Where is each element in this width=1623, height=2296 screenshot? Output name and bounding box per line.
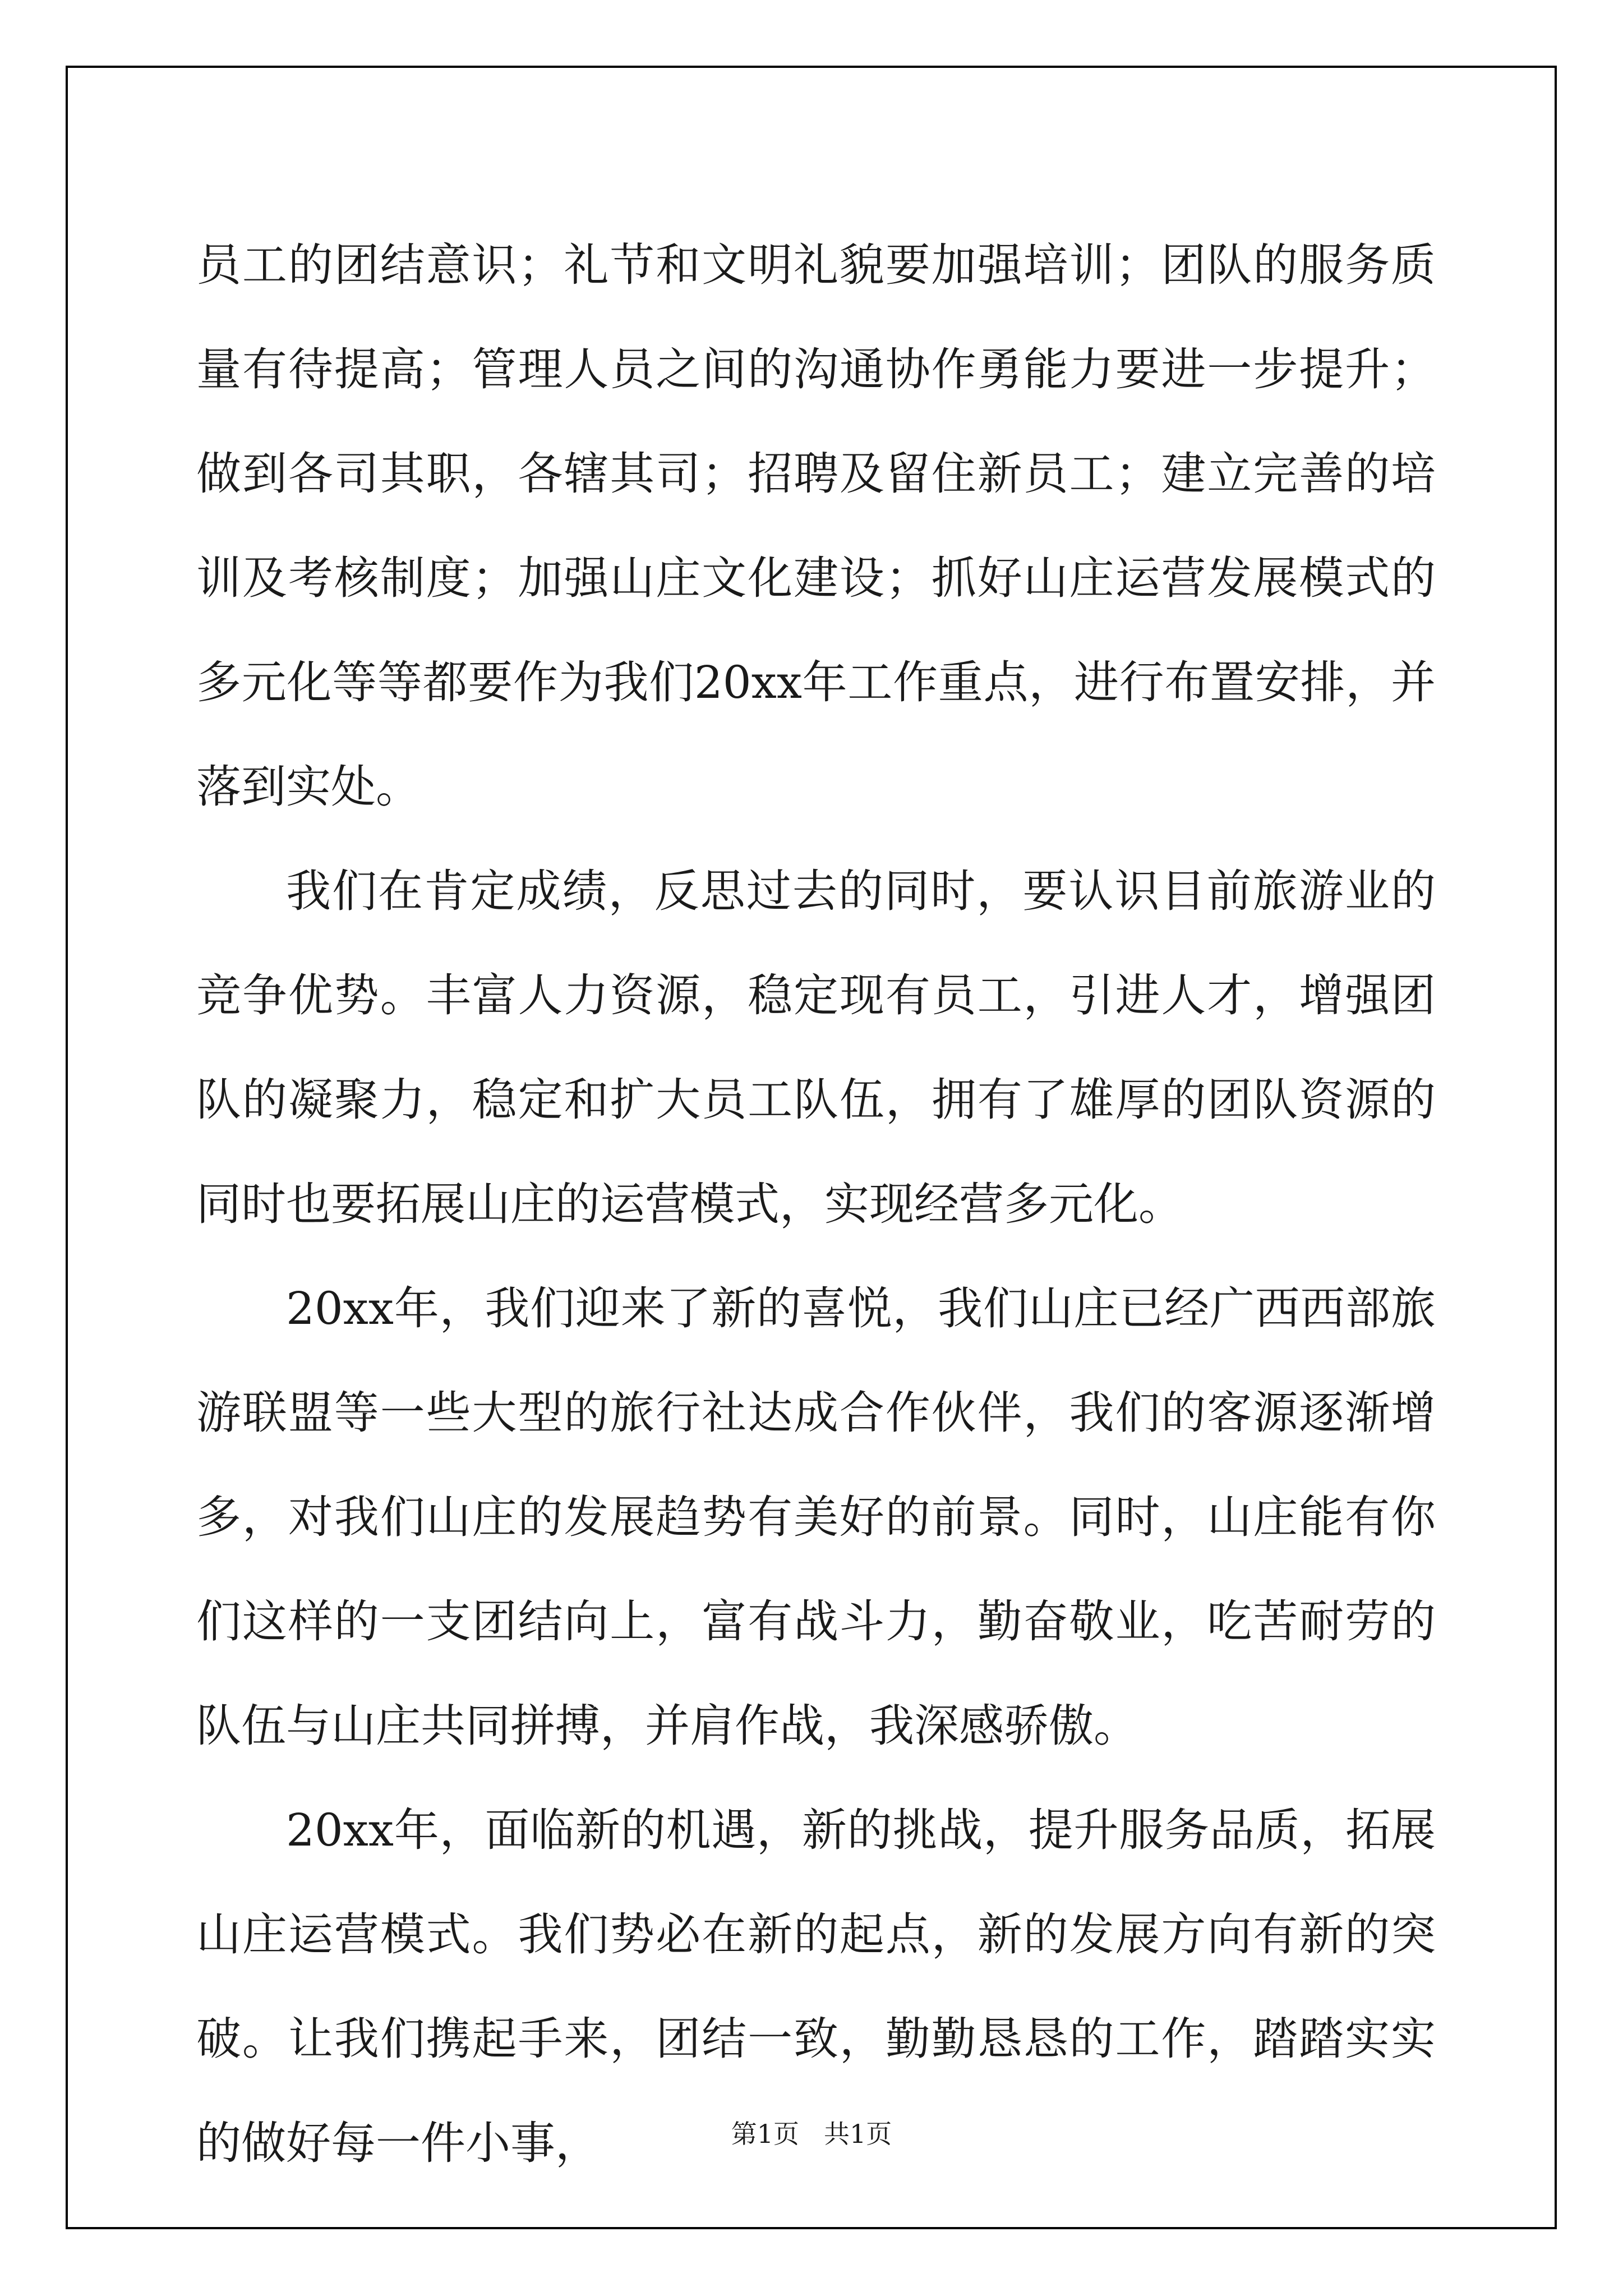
paragraph-4: 20xx年，面临新的机遇，新的挑战，提升服务品质，拓展山庄运营模式。我们势必在新的起点，新的发展方向有新的突破。让我们携起手来，团结一致，勤勤恳恳的工作，踏踏实实的做好每一件小事， [196,1804,1436,2169]
page-footer [0,2114,1623,2151]
paragraph-2: 我们在肯定成绩，反思过去的同时，要认识目前旅游业的竞争优势。丰富人力资源，稳定现有员工，引进人才，增强团队的凝聚力，稳定和扩大员工队伍，拥有了雄厚的团队资源的同时也要拓展山庄的运营模式，实现经营多元化。 [196,865,1436,1230]
paragraph-1: 员工的团结意识；礼节和文明礼貌要加强培训；团队的服务质量有待提高；管理人员之间的沟通协作勇能力要进一步提升；做到各司其职，各辖其司；招聘及留住新员工；建立完善的培训及考核制度；加强山庄文化建设；抓好山庄运营发展模式的多元化等等都要作为我们20xx年工作重点，进行布置安排，并落到实处。 [196,239,1436,813]
page-number-total: 共1页 [823,2119,892,2149]
page-number-current: 第1页 [731,2119,800,2149]
paragraph-3: 20xx年，我们迎来了新的喜悦，我们山庄已经广西西部旅游联盟等一些大型的旅行社达成合作伙伴，我们的客源逐渐增多，对我们山庄的发展趋势有美好的前景。同时，山庄能有你们这样的一支团结向上，富有战斗力，勤奋敬业，吃苦耐劳的队伍与山庄共同拼搏，并肩作战，我深感骄傲。 [196,1282,1436,1752]
document-body [196,213,1436,2196]
